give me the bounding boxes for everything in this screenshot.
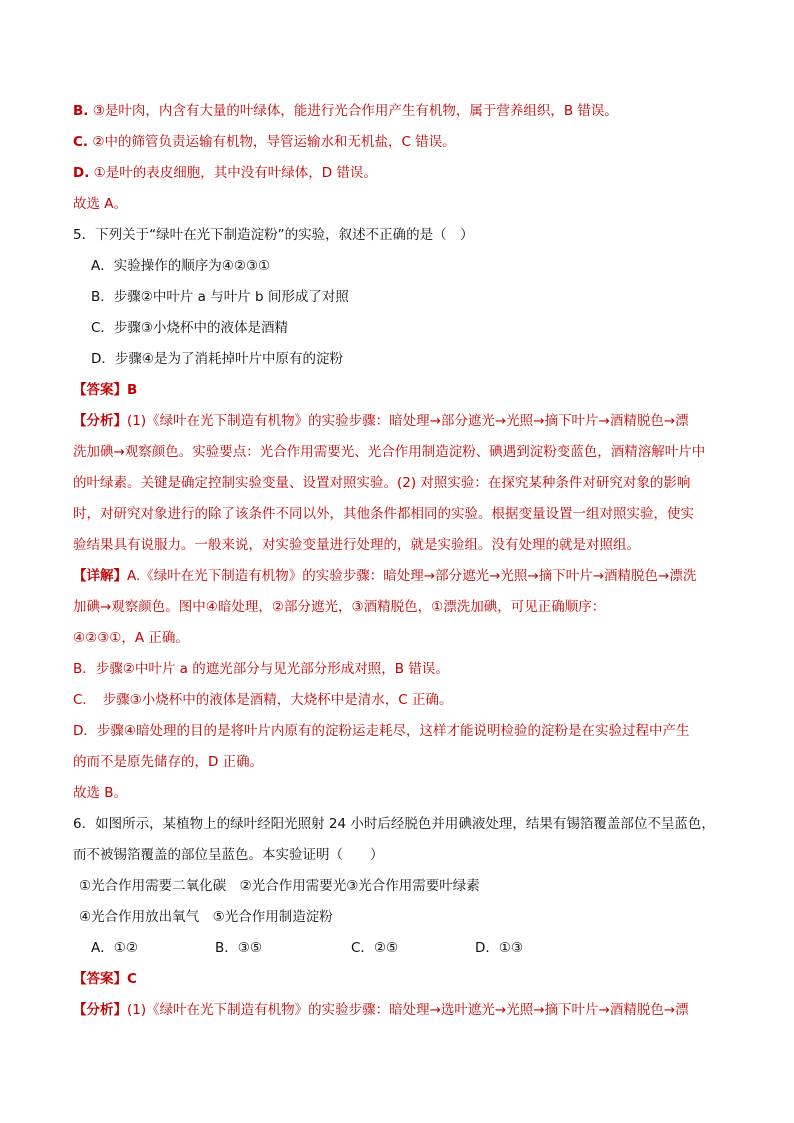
explanation-text: ③是叶肉，内含有大量的叶绿体，能进行光合作用产生有机物，属于营养组织，B 错误。	[92, 103, 618, 119]
question-5-detail-d-line-1: D．步骤④暗处理的目的是将叶片内原有的淀粉运走耗尽，这样才能说明检验的淀粉是在实验过程中产生	[73, 723, 690, 739]
analysis-text: (1)《绿叶在光下制造有机物》的实验步骤：暗处理→选叶遮光→光照→摘下叶片→酒精脱色→漂	[127, 1002, 689, 1018]
question-5-analysis-line-3: 的叶绿素。关键是确定控制实验变量、设置对照实验。(2) 对照实验：在探究某种条件对研究对象的影响	[73, 475, 691, 491]
question-5-stem: 5．下列关于“绿叶在光下制造淀粉”的实验，叙述不正确的是（ ）	[73, 227, 474, 243]
question-5-analysis-line-4: 时，对研究对象进行的除了该条件不同以外，其他条件都相同的实验。根据变量设置一组对照实验，使实	[73, 506, 694, 522]
question-5-detail-c: C． 步骤③小烧杯中的液体是酒精，大烧杯中是清水，C 正确。	[73, 692, 453, 708]
question-6-option-b: B．③⑤	[215, 940, 262, 956]
option-label: B.	[73, 103, 89, 119]
question-6-stem-line-2: 而不被锡箔覆盖的部位呈蓝色。本实验证明（ ）	[73, 847, 384, 863]
answer-value: B	[127, 382, 138, 398]
question-5-option-d: D．步骤④是为了消耗掉叶片中原有的淀粉	[91, 351, 343, 367]
question-6-stem-line-1: 6．如图所示，某植物上的绿叶经阳光照射 24 小时后经脱色并用碘液处理，结果有锡箔覆盖部位不呈蓝色，	[73, 816, 715, 832]
question-5-option-b: B．步骤②中叶片 a 与叶片 b 间形成了对照	[91, 289, 349, 305]
question-5-analysis-line-1	[73, 411, 689, 431]
answer-value: C	[127, 971, 137, 987]
option-label: C.	[73, 134, 89, 150]
question-5-option-c: C．步骤③小烧杯中的液体是酒精	[91, 320, 289, 336]
detail-text: A.《绿叶在光下制造有机物》的实验步骤：暗处理→部分遮光→光照→摘下叶片→酒精脱色→漂洗	[127, 568, 697, 584]
question-5-analysis-line-2: 洗加碘→观察颜色。实验要点：光合作用需要光、光合作用制造淀粉、碘遇到淀粉变蓝色，酒精溶解叶片中	[73, 444, 706, 460]
question-5-analysis-line-5: 验结果具有说服力。一般来说，对实验变量进行处理的，就是实验组。没有处理的就是对照组。	[73, 537, 640, 553]
question-6-statements-line-1: ①光合作用需要二氧化碳 ②光合作用需要光③光合作用需要叶绿素	[79, 878, 480, 894]
analysis-tag: 【分析】	[73, 1002, 127, 1018]
detail-tag: 【详解】	[73, 568, 127, 584]
question-6-statements-line-2: ④光合作用放出氧气 ⑤光合作用制造淀粉	[79, 909, 333, 925]
question-5-detail-a-line-3: ④②③①，A 正确。	[73, 630, 189, 646]
question-5-detail-a-line-2: 加碘→观察颜色。图中④暗处理，②部分遮光，③酒精脱色，①漂洗加碘，可见正确顺序：	[73, 599, 606, 615]
question-6-option-d: D．①③	[475, 940, 524, 956]
question-6-options	[91, 938, 523, 958]
explanation-d	[73, 163, 377, 183]
question-5-detail-b: B．步骤②中叶片 a 的遮光部分与见光部分形成对照，B 错误。	[73, 661, 449, 677]
analysis-text: (1)《绿叶在光下制造有机物》的实验步骤：暗处理→部分遮光→光照→摘下叶片→酒精脱色→漂	[127, 413, 689, 429]
analysis-tag: 【分析】	[73, 413, 127, 429]
option-label: D.	[73, 165, 90, 181]
question-6-option-c: C．②⑤	[351, 940, 399, 956]
question-6-analysis-line-1	[73, 1000, 689, 1020]
question-5-detail-a-line-1	[73, 566, 696, 586]
question-6-answer	[73, 969, 137, 989]
question-5-answer	[73, 380, 137, 400]
question-5-conclusion: 故选 B。	[73, 785, 128, 801]
question-6-option-a: A．①②	[91, 940, 138, 956]
explanation-c	[73, 132, 456, 152]
conclusion: 故选 A。	[73, 196, 128, 212]
question-5-detail-d-line-2: 的而不是原先储存的，D 正确。	[73, 754, 264, 770]
answer-tag: 【答案】	[73, 971, 127, 987]
explanation-text: ①是叶的表皮细胞，其中没有叶绿体，D 错误。	[93, 165, 377, 181]
explanation-text: ②中的筛管负责运输有机物，导管运输水和无机盐，C 错误。	[92, 134, 456, 150]
answer-tag: 【答案】	[73, 382, 127, 398]
explanation-b	[73, 101, 618, 121]
question-5-option-a: A．实验操作的顺序为④②③①	[91, 258, 271, 274]
